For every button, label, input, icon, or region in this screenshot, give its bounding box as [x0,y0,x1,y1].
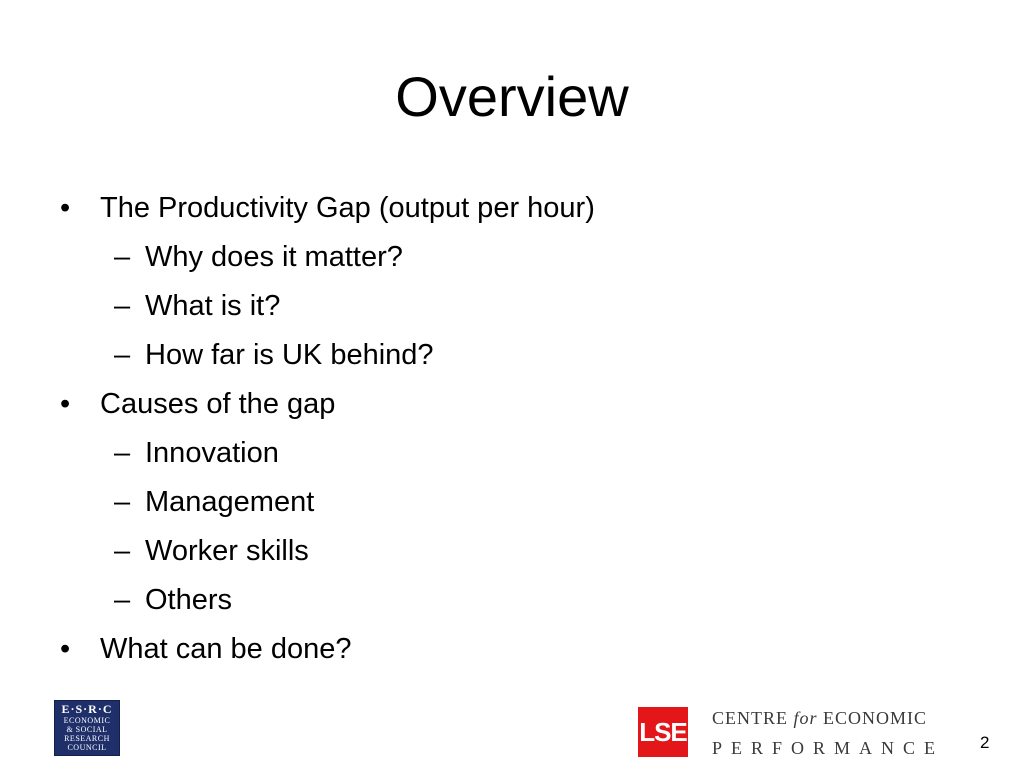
sub-bullet-item [114,337,434,373]
dash-marker: – [114,584,131,616]
dash-marker: – [114,437,131,469]
esrc-logo-line: ECONOMIC [63,716,111,725]
dash-marker: – [114,486,131,518]
bullet-marker: • [60,388,71,420]
bullet-marker: • [60,192,71,224]
bullet-text: What can be done? [100,633,352,665]
sub-bullet-item [114,288,280,324]
bullet-marker: • [60,633,71,665]
sub-bullet-text: Others [145,584,233,616]
slide-title: Overview [395,65,629,128]
cep-logo-line2: PERFORMANCE [712,738,945,758]
sub-bullet-item [114,484,314,520]
cep-word-economic: ECONOMIC [823,708,928,728]
sub-bullet-text: How far is UK behind? [145,339,434,371]
esrc-logo-line: & SOCIAL [66,725,108,734]
esrc-logo-line: RESEARCH [64,734,110,743]
bullet-item [60,631,352,667]
bullet-text: The Productivity Gap (output per hour) [100,192,595,224]
bullet-text: Causes of the gap [100,388,336,420]
sub-bullet-item [114,582,232,618]
bullet-item [60,386,335,422]
cep-word-for: for [793,708,818,728]
dash-marker: – [114,339,131,371]
sub-bullet-text: Innovation [145,437,279,469]
sub-bullet-item [114,533,309,569]
bullet-item [60,190,595,226]
esrc-logo-line: COUNCIL [67,743,107,752]
sub-bullet-text: What is it? [145,290,281,322]
sub-bullet-text: Why does it matter? [145,241,403,273]
cep-logo-line1 [712,707,942,729]
page-number: 2 [980,733,990,752]
dash-marker: – [114,290,131,322]
sub-bullet-item [114,239,403,275]
dash-marker: – [114,535,131,567]
cep-word-centre: CENTRE [712,708,788,728]
dash-marker: – [114,241,131,273]
sub-bullet-text: Worker skills [145,535,309,567]
lse-logo: LSE [638,707,688,757]
esrc-logo [54,700,120,756]
cep-logo [712,707,945,761]
sub-bullet-text: Management [145,486,315,518]
sub-bullet-item [114,435,279,471]
esrc-logo-acronym: E·S·R·C [61,702,113,716]
